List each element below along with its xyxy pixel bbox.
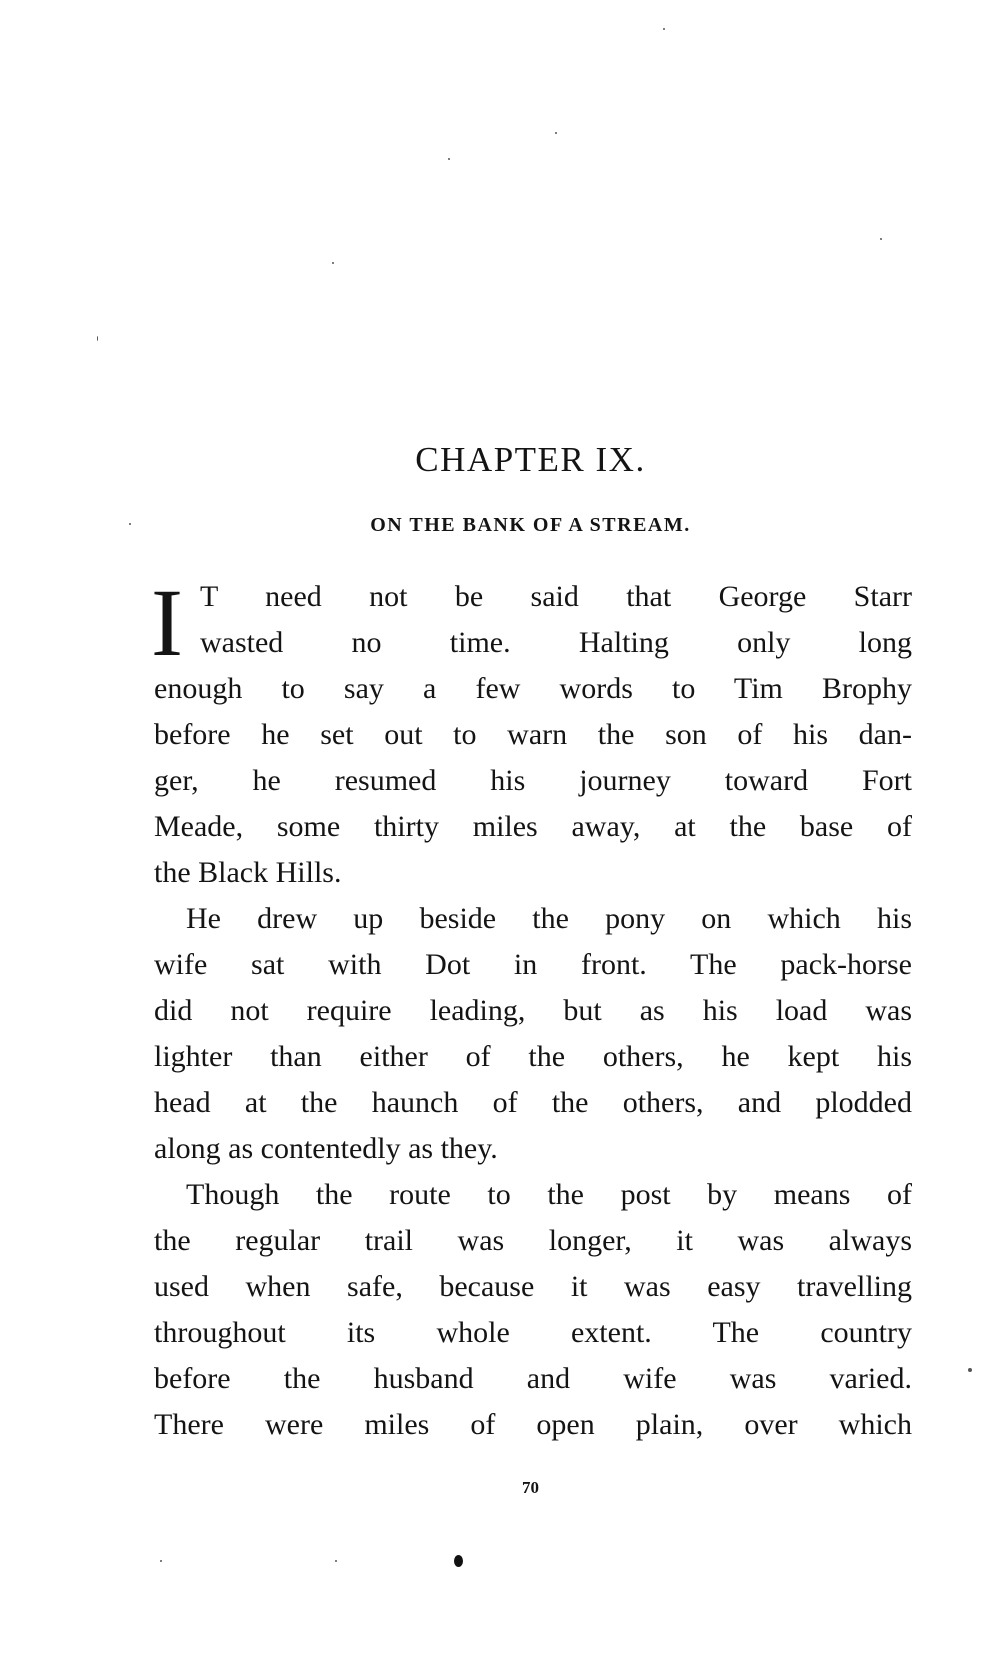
scan-speck xyxy=(880,238,882,240)
scan-speck xyxy=(332,262,334,264)
text-line: Though the route to the post by means of xyxy=(186,1178,912,1211)
chapter-subtitle: ON THE BANK OF A STREAM. xyxy=(370,514,691,536)
text-line: before he set out to warn the son of his dan- xyxy=(154,718,912,751)
text-line: the Black Hills. xyxy=(154,856,342,889)
scan-speck xyxy=(129,523,131,525)
text-line: lighter than either of the others, he kept his xyxy=(154,1040,912,1073)
text-line: before the husband and wife was varied. xyxy=(154,1362,912,1395)
scan-speck xyxy=(663,28,665,30)
text-line: Meade, some thirty miles away, at the base of xyxy=(154,810,912,843)
drop-cap: I xyxy=(151,569,183,676)
chapter-title: CHAPTER IX. xyxy=(415,440,646,479)
text-line: wife sat with Dot in front. The pack-horse xyxy=(154,948,912,981)
text-line: wasted no time. Halting only long xyxy=(200,626,912,659)
scan-speck xyxy=(968,1368,972,1372)
text-line: used when safe, because it was easy travelling xyxy=(154,1270,912,1303)
text-line: did not require leading, but as his load was xyxy=(154,994,912,1027)
scan-speck xyxy=(160,1560,162,1562)
text-line: along as contentedly as they. xyxy=(154,1132,498,1165)
scan-speck xyxy=(454,1555,463,1567)
page-number: 70 xyxy=(522,1478,539,1497)
text-line: He drew up beside the pony on which his xyxy=(186,902,912,935)
text-line: head at the haunch of the others, and plodded xyxy=(154,1086,912,1119)
scan-speck xyxy=(335,1560,337,1562)
text-line: There were miles of open plain, over which xyxy=(154,1408,912,1441)
text-line: ger, he resumed his journey toward Fort xyxy=(154,764,912,797)
scan-speck xyxy=(555,132,557,134)
scan-speck xyxy=(448,158,450,160)
text-line: throughout its whole extent. The country xyxy=(154,1316,912,1349)
text-line: the regular trail was longer, it was always xyxy=(154,1224,912,1257)
scan-speck xyxy=(97,336,98,341)
text-line: T need not be said that George Starr xyxy=(200,580,912,613)
text-line: enough to say a few words to Tim Brophy xyxy=(154,672,912,705)
